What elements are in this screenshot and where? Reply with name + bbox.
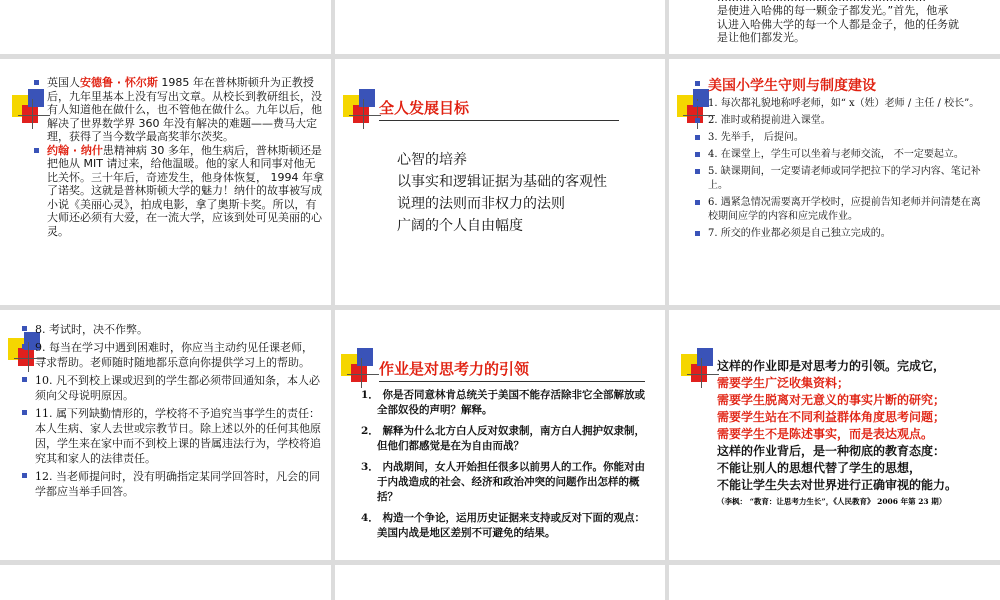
text: 患精神病 30 多年，他生病后，普林斯顿还是把他从 MIT 请过来，给他温暖。他的家人和同事对他无比关怀。三十年后，奇迹发生，他身体恢复， 1994 年拿了诺奖。这就是普林斯顿大学的魅力！纳什的故事被写成小说《美丽心灵》，拍成电影，拿了奥斯卡奖。所以，有大师还必须有大爱，在一流大学，应该到处可见美丽的心灵。 <box>47 143 324 238</box>
title-text: 美国小学生守则与制度建设 <box>708 78 876 94</box>
rule-text: 7. 所交的作业都必须是自己独立完成的。 <box>708 228 891 239</box>
slide-thumbnail[interactable] <box>335 59 665 305</box>
list-item <box>22 322 322 337</box>
goal-item: 说理的法则而非权力的法则 <box>397 196 565 212</box>
rule-text: 6. 遇紧急情况需要离开学校时，应提前告知老师并问清楚在离校期间应学的内容和应完成作业。 <box>708 197 981 222</box>
decoration-squares-icon <box>343 89 381 129</box>
slide-thumbnail[interactable] <box>335 565 665 600</box>
slide-thumbnail[interactable] <box>0 310 331 560</box>
question-item: 3． 内战期间，女人开始担任很多以前男人的工作。你能对由于内战造成的社会、经济和政治冲突的问题作出怎样的概括？ <box>361 461 645 503</box>
rule-text: 1. 每次都礼貌地称呼老师，如“ x（姓）老师 / 主任 / 校长”。 <box>708 98 980 109</box>
text-line: 这样的作业即是对思考力的引领。完成它， <box>717 359 946 373</box>
thinking-text <box>717 358 999 508</box>
slide-title <box>695 75 876 95</box>
text-line: 需要学生不是陈述事实，而是表达观点。 <box>717 427 934 441</box>
rule-text: 5. 缺课期间，一定要请老师或同学把拉下的学习内容、笔记补上。 <box>708 166 981 191</box>
rule-text: 2. 准时或稍提前进入课堂。 <box>708 115 831 126</box>
person-name: 约翰 · 纳什 <box>47 143 103 157</box>
list-item <box>695 196 987 224</box>
goal-item: 广阔的个人自由幅度 <box>397 218 523 234</box>
list-item <box>22 469 322 499</box>
citation: （李枫： “教育：让思考力生长”，《人民教育》 2006 年第 23 期） <box>717 497 947 506</box>
list-item <box>22 373 322 403</box>
questions-list <box>361 388 653 541</box>
text-line: 是使进入哈佛的每一颗金子都发光。”首先，他承 <box>717 4 949 17</box>
list-item <box>695 165 987 193</box>
slide-thumbnail[interactable] <box>0 565 331 600</box>
slide-thumbnail[interactable] <box>669 310 1000 560</box>
rule-text: 10. 凡不到校上课或迟到的学生都必须带回通知条，本人必须向父母说明原因。 <box>35 374 320 402</box>
rule-text: 8. 考试时，决不作弊。 <box>35 323 148 336</box>
slide-thumbnail[interactable] <box>669 0 1000 54</box>
decoration-squares-icon <box>341 348 379 388</box>
rule-text: 4. 在课堂上，学生可以坐着与老师交流， 不一定要起立。 <box>708 149 964 160</box>
list-item <box>22 406 322 466</box>
slide-thumbnail[interactable] <box>335 310 665 560</box>
slide-thumbnail[interactable] <box>669 59 1000 305</box>
rules-list <box>695 97 987 241</box>
list-item <box>695 131 987 145</box>
list-item <box>22 340 322 370</box>
slide-thumbnail[interactable] <box>0 59 331 305</box>
list-item <box>34 144 326 239</box>
text-line: 不能让学生失去对世界进行正确审视的能力。 <box>717 478 958 492</box>
list-item <box>695 148 987 162</box>
goals-list <box>397 149 657 237</box>
rule-text: 11. 属下列缺勤情形的，学校将不予追究当事学生的责任：本人生病、家人去世或宗教节日。除上述以外的任何其他原因，学生来在家中而不到校上课的皆属违法行为，学校将追究其和家人的法律责任。 <box>35 407 321 465</box>
text-line: 需要学生广泛收集资料； <box>717 376 850 390</box>
slide-title: 全人发展目标 <box>379 97 619 121</box>
text-line: 认进入哈佛大学的每一个人都是金子，他的任务就 <box>717 17 959 31</box>
question-item: 2． 解释为什么北方白人反对奴隶制，南方白人拥护奴隶制，但他们都感觉是在为自由而战？ <box>361 425 645 452</box>
text: 1985 年在普林斯顿升为正教授后，九年里基本上没有写出文章。从校长到教研组长，没有人知道他在做什么，也不管他在做什么。九年以后，他解决了世界数学界 360 年没有解决的难题——费马大定理，获得了当今数学最高奖菲尔茨奖。 <box>47 76 322 143</box>
text-line: 这样的作业背后，是一种彻底的教育态度： <box>717 444 946 458</box>
text-line: 需要学生脱离对无意义的事实片断的研究； <box>717 393 946 407</box>
slide-text <box>717 0 997 45</box>
text: 英国人 <box>47 76 80 89</box>
text-line: 需要学生站在不同利益群体角度思考问题； <box>717 410 946 424</box>
slide-thumbnail[interactable] <box>0 0 331 54</box>
person-name: 安德鲁 · 怀尔斯 <box>80 76 158 89</box>
question-item: 4． 构造一个争论，运用历史证据来支持或反对下面的观点：美国内战是地区差别不可避免的结果。 <box>361 512 645 539</box>
goal-item: 以事实和逻辑证据为基础的客观性 <box>397 174 607 190</box>
slide-title: 作业是对思考力的引领 <box>379 358 645 382</box>
slide-thumbnail[interactable] <box>669 565 1000 600</box>
list-item <box>695 114 987 128</box>
rules-list <box>22 322 322 499</box>
list-item <box>695 227 987 241</box>
list-item <box>695 97 987 111</box>
decoration-squares-icon <box>681 348 719 388</box>
question-item: 1． 你是否同意林肯总统关于美国不能存活除非它全部解放或全部奴役的声明？解释。 <box>361 389 645 416</box>
rule-text: 12. 当老师提问时，没有明确指定某同学回答时，凡会的同学都应当举手回答。 <box>35 470 320 498</box>
slide-thumbnail[interactable] <box>335 0 665 54</box>
people-list <box>34 76 326 238</box>
text-line: 不能让别人的思想代替了学生的思想， <box>717 461 922 475</box>
rule-text: 9. 每当在学习中遇到困难时，你应当主动约见任课老师，寻求帮助。老师随时随地都乐意向你提供学习上的帮助。 <box>35 341 313 369</box>
goal-item: 心智的培养 <box>397 152 467 168</box>
list-item <box>34 76 326 144</box>
text-line: 是让他们都发光。 <box>717 31 805 44</box>
rule-text: 3. 先举手， 后提问。 <box>708 132 804 143</box>
